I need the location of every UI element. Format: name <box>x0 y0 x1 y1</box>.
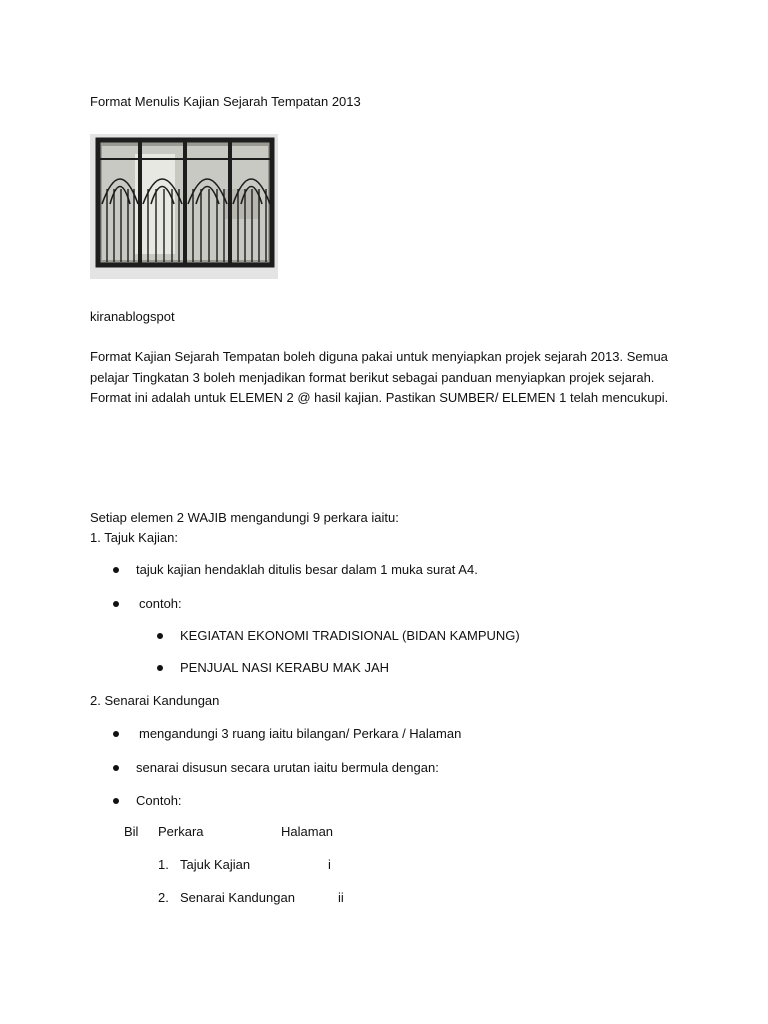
bullet-icon <box>113 731 119 737</box>
bullet-icon <box>157 665 163 671</box>
section-2-bullet-3: Contoh: <box>136 793 182 808</box>
bullet-icon <box>113 567 119 573</box>
table-header-perkara: Perkara <box>158 824 204 839</box>
bullet-icon <box>113 765 119 771</box>
bullet-icon <box>113 798 119 804</box>
table-header-halaman: Halaman <box>281 824 334 839</box>
row-halaman: ii <box>338 890 344 905</box>
document-title: Format Menulis Kajian Sejarah Tempatan 2013 <box>90 94 361 109</box>
section-1-bullet-1: tajuk kajian hendaklah ditulis besar dalam 1 muka surat A4. <box>136 562 478 577</box>
bullet-icon <box>113 601 119 607</box>
row-halaman: i <box>328 857 331 872</box>
section-2-heading: 2. Senarai Kandungan <box>90 693 220 708</box>
section-1-example-2: PENJUAL NASI KERABU MAK JAH <box>180 660 390 675</box>
source-label: kiranablogspot <box>90 309 175 324</box>
row-number: 1. <box>158 857 169 872</box>
table-header-bil: Bil <box>124 824 139 839</box>
intro-line-3: Format ini adalah untuk ELEMEN 2 @ hasil kajian. Pastikan SUMBER/ ELEMEN 1 telah mencukupi. <box>90 390 669 405</box>
row-perkara: Senarai Kandungan <box>180 890 295 905</box>
window-grille-image <box>90 134 278 279</box>
section-1-heading: 1. Tajuk Kajian: <box>90 530 178 545</box>
row-number: 2. <box>158 890 169 905</box>
intro-line-1: Format Kajian Sejarah Tempatan boleh diguna pakai untuk menyiapkan projek sejarah 2013. Semua <box>90 349 668 364</box>
section-2-bullet-2: senarai disusun secara urutan iaitu bermula dengan: <box>136 760 439 775</box>
element-intro: Setiap elemen 2 WAJIB mengandungi 9 perkara iaitu: <box>90 510 399 525</box>
section-2-bullet-1: mengandungi 3 ruang iaitu bilangan/ Perkara / Halaman <box>139 726 462 741</box>
row-perkara: Tajuk Kajian <box>180 857 251 872</box>
section-1-example-1: KEGIATAN EKONOMI TRADISIONAL (BIDAN KAMPUNG) <box>180 628 520 643</box>
intro-line-2: pelajar Tingkatan 3 boleh menjadikan format berikut sebagai panduan menyiapkan projek sejarah. <box>90 370 655 385</box>
section-1-bullet-2: contoh: <box>139 596 182 611</box>
window-grille-photo <box>90 134 278 279</box>
bullet-icon <box>157 633 163 639</box>
